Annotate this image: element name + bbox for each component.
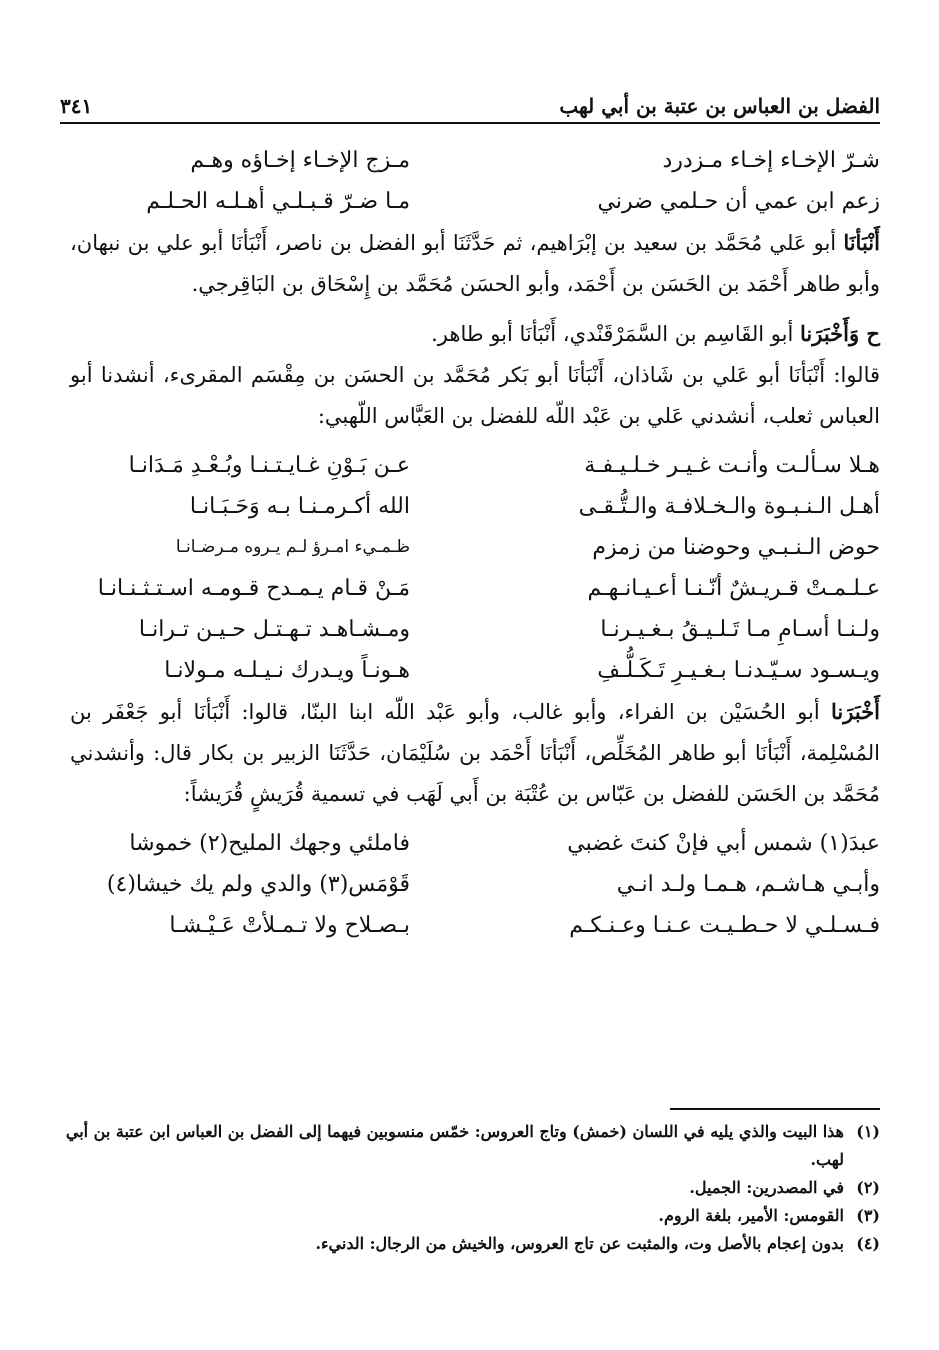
footnote-number: (٤) xyxy=(856,1234,880,1253)
footnote-number: (٣) xyxy=(856,1206,880,1225)
verse-line xyxy=(70,527,880,568)
isnad-paragraph xyxy=(70,691,880,815)
verse-hemistich-first: زعم ابن عمي أن حـلمي ضرني xyxy=(597,189,880,214)
footnote-text: هذا البيت والذي يليه في اللسان (خمش) وتاج العروس: خمّس منسوبين فيهما إلى الفضل بن العباس ابن عتبة بن أبي لهب. xyxy=(65,1122,844,1169)
verse-line xyxy=(70,905,880,946)
verse-hemistich-first: فـسـلـي لا حـطـيـت عـنـا وعـنـكـم xyxy=(569,913,880,938)
verse-hemistich-first: ويـسـود سـيّـدنـا بـغـيـرِ تَـكَـلُّـفِ xyxy=(597,658,880,683)
verse-hemistich-first: عبدَ(١) شمس أبي فإنْ كنتَ غضبي xyxy=(567,831,880,856)
isnad-paragraph xyxy=(70,355,880,437)
verse-hemistich-first: وأبـي هـاشـم، هـمـا ولـد انـي xyxy=(616,872,880,897)
verse-hemistich-second: مـزج الإخـاء إخـاؤه وهـم xyxy=(190,148,410,173)
verse-hemistich-second: الله أكـرمـنـا بـه وَحَـبَـانـا xyxy=(189,494,410,519)
verse-line xyxy=(70,864,880,905)
verse-hemistich-first: ولـنـا أسـامِ مـا تَـلـيـقُ بـغـيـرنـا xyxy=(600,617,880,642)
paragraph-lead: ح وَأَخْبَرَنا xyxy=(800,321,880,346)
verse-line xyxy=(70,568,880,609)
footnote-text: القومس: الأمير، بلغة الروم. xyxy=(658,1206,844,1225)
verse-line xyxy=(70,181,880,222)
verse-hemistich-second: بـصـلاح ولا تـمـلأتْ عَـيْـشـا xyxy=(169,913,410,938)
verse-line xyxy=(70,486,880,527)
isnad-paragraph xyxy=(70,222,880,305)
verse-hemistich-first: حوض الـنـبـي وحوضنا من زمزم xyxy=(592,535,880,560)
paragraph-lead: أَخْبَرَنا xyxy=(831,699,880,724)
verse-line xyxy=(70,445,880,486)
verse-hemistich-second: فاملئي وجهك المليح(٢) خموشا xyxy=(129,831,410,856)
verse-hemistich-second: عـن بَـوْنِ غـايـتـنـا وبُـعْـدِ مَـدَانـا xyxy=(128,453,410,478)
chapter-title: الفضل بن العباس بن عتبة بن أبي لهب xyxy=(559,94,880,118)
footnote-text: بدون إعجام بالأصل وت، والمثبت عن تاج العروس، والخيش من الرجال: الدنيء. xyxy=(315,1234,844,1253)
footnote-item xyxy=(60,1118,880,1174)
footnotes xyxy=(60,1108,880,1258)
footnote-item xyxy=(60,1230,880,1258)
footnote-item xyxy=(60,1174,880,1202)
verse-hemistich-second: قَوْمَس(٣) والدي ولم يك خيشا(٤) xyxy=(106,872,410,897)
running-header xyxy=(60,78,880,124)
verse-hemistich-second: مـا ضـرّ قـبـلـي أهـلـه الحـلـم xyxy=(146,189,410,214)
verse-hemistich-first: أهـل الـنـبـوة والـخـلافـة والـتُّـقـى xyxy=(578,494,880,519)
footnote-item xyxy=(60,1202,880,1230)
verse-hemistich-first: عـلـمـتْ قـريـشٌ أنّـنـا أعـيـانـهـم xyxy=(587,576,880,601)
verse-line xyxy=(70,140,880,181)
footnote-text: في المصدرين: الجميل. xyxy=(689,1178,844,1197)
verse-hemistich-first: شـرّ الإخـاء إخـاء مـزدرد xyxy=(662,148,880,173)
verse-hemistich-first: هـلا سـألـت وأنـت غـيـر خـلـيـفـة xyxy=(584,453,880,478)
paragraph-text: أبو عَلي مُحَمَّد بن سعيد بن إبْرَاهيم، ثم حَدَّثَنَا أبو الفضل بن ناصر، أَنْبَأنَا أبو علي بن نبهان، وأبو طاهر أَحْمَد بن الحَسَن بن أَحْمَد، وأبو الحسَن مُحَمَّد بن إِسْحَاق بن البَاقِرجي. xyxy=(70,231,880,296)
paragraph-text: قالوا: أَنْبَأنَا أبو عَلي بن شَاذان، أَنْبَأنَا أبو بَكر مُحَمَّد بن الحسَن بن مِقْسَم المقرىء، أنشدنا أبو العباس ثعلب، أنشدني عَلي بن عَبْد اللّه للفضل بن العَبَّاس اللّهبي: xyxy=(70,363,880,428)
verse-line xyxy=(70,609,880,650)
page-number: ٣٤١ xyxy=(60,94,93,118)
verse-line xyxy=(70,650,880,691)
footnote-number: (٢) xyxy=(856,1178,880,1197)
isnad-paragraph xyxy=(70,313,880,355)
footnote-number: (١) xyxy=(856,1122,880,1141)
verse-hemistich-second: مَـنْ قـام يـمـدح قـومـه اسـتـثـنـانـا xyxy=(97,576,410,601)
verse-hemistich-second: ظـمـيء امـرؤ لـم يـروه مـرضـانـا xyxy=(175,537,410,557)
verse-hemistich-second: ومـشـاهـد تـهـتـل حـيـن تـرانـا xyxy=(138,617,410,642)
main-text xyxy=(70,140,880,946)
verse-line xyxy=(70,823,880,864)
footnote-divider xyxy=(670,1108,880,1110)
paragraph-text: أبو الحُسَيْن بن الفراء، وأبو غالب، وأبو عَبْد اللّه ابنا البنّا، قالوا: أَنْبَأنَا أبو جَعْفَر بن المُسْلِمة، أَنْبَأنَا أبو طاهر المُخَلِّص، أَنْبَأنَا أَحْمَد بن سُلَيْمَان، حَدَّثَنَا الزبير بن بكار قال: وأنشدني مُحَمَّد بن الحَسَن للفضل بن عَبّاس بن عُتْبَة بن أَبي لَهَب في تسمية قُرَيشٍ قُرَيشاً: xyxy=(70,700,880,806)
verse-hemistich-second: هـونـاً ويـدرك نـيـلـه مـولانـا xyxy=(164,658,410,683)
paragraph-text: أبو القَاسِم بن السَّمَرْقَنْدي، أَنْبَأنَا أبو طاهر. xyxy=(431,322,794,346)
paragraph-lead: أَنْبَأنَا xyxy=(843,230,880,255)
